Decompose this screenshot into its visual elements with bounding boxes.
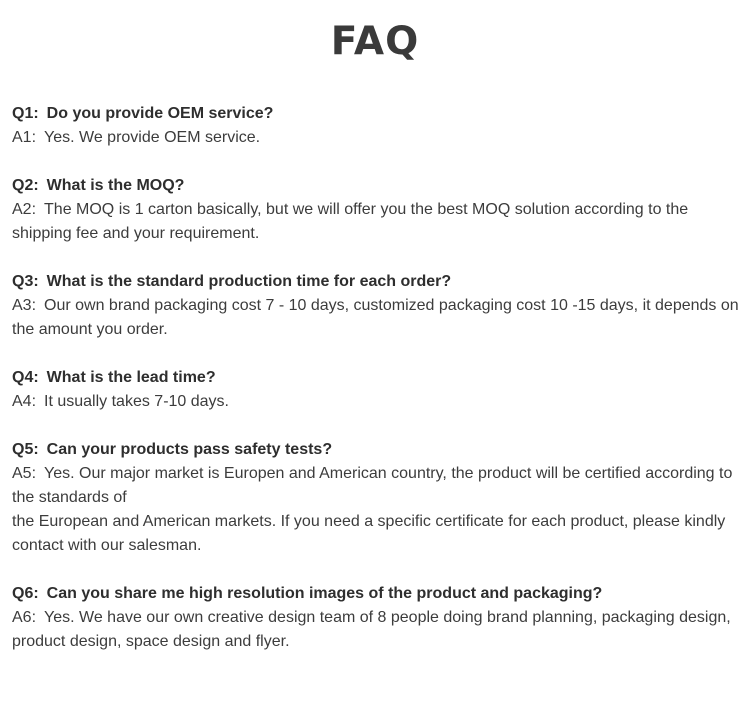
question-text: What is the MOQ? bbox=[46, 177, 185, 194]
page-title: FAQ bbox=[330, 19, 420, 64]
question-text: Can your products pass safety tests? bbox=[46, 441, 333, 458]
question-text: Do you provide OEM service? bbox=[46, 105, 274, 122]
answer-text: Our own brand packaging cost 7 - 10 days, customized packaging cost 10 -15 days, it depends on the amount you order. bbox=[12, 297, 739, 338]
question-number: Q3: bbox=[12, 273, 39, 290]
answer-text: It usually takes 7-10 days. bbox=[44, 393, 229, 410]
answer bbox=[12, 606, 746, 654]
faq-item bbox=[12, 174, 746, 246]
question bbox=[12, 270, 746, 294]
question bbox=[12, 102, 746, 126]
answer-text: Yes. We have our own creative design team of 8 people doing brand planning, packaging design, product design, space design and flyer. bbox=[12, 609, 731, 650]
question-text: Can you share me high resolution images of the product and packaging? bbox=[46, 585, 603, 602]
question bbox=[12, 366, 746, 390]
answer-number: A3: bbox=[12, 297, 37, 314]
faq-item bbox=[12, 582, 746, 654]
faq-item bbox=[12, 102, 746, 150]
question-number: Q4: bbox=[12, 369, 39, 386]
answer-text: The MOQ is 1 carton basically, but we will offer you the best MOQ solution according to the shipping fee and your requirement. bbox=[12, 201, 689, 242]
answer-number: A4: bbox=[12, 393, 37, 410]
answer-number: A5: bbox=[12, 465, 37, 482]
answer-continuation: the European and American markets. If you need a specific certificate for each product, please kindly contact with our salesman. bbox=[12, 513, 726, 554]
answer-number: A2: bbox=[12, 201, 37, 218]
faq-item bbox=[12, 438, 746, 558]
answer-number: A6: bbox=[12, 609, 37, 626]
answer bbox=[12, 198, 746, 246]
question bbox=[12, 174, 746, 198]
faq-item bbox=[12, 366, 746, 414]
question bbox=[12, 438, 746, 462]
answer bbox=[12, 126, 746, 150]
answer bbox=[12, 294, 746, 342]
answer-number: A1: bbox=[12, 129, 37, 146]
question-text: What is the lead time? bbox=[46, 369, 216, 386]
question-text: What is the standard production time for each order? bbox=[46, 273, 452, 290]
question-number: Q2: bbox=[12, 177, 39, 194]
answer-text: Yes. Our major market is Europen and American country, the product will be certified according to the standards of bbox=[12, 465, 733, 506]
answer-text: Yes. We provide OEM service. bbox=[44, 129, 261, 146]
faq-list bbox=[12, 102, 746, 678]
question-number: Q6: bbox=[12, 585, 39, 602]
question-number: Q1: bbox=[12, 105, 39, 122]
question bbox=[12, 582, 746, 606]
question-number: Q5: bbox=[12, 441, 39, 458]
faq-item bbox=[12, 270, 746, 342]
answer bbox=[12, 462, 746, 510]
answer bbox=[12, 390, 746, 414]
